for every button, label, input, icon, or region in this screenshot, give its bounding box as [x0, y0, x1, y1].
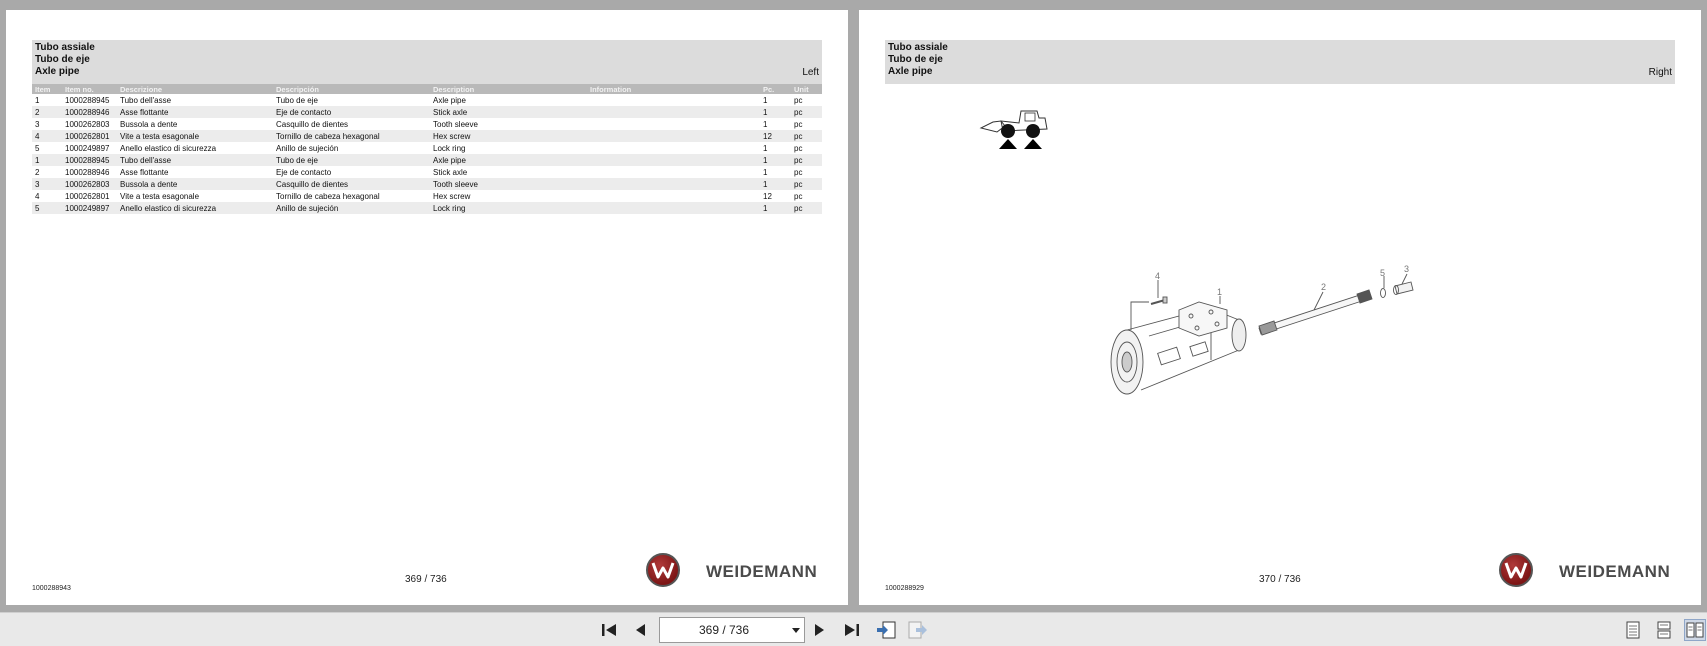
description-italian: Asse flottante: [120, 167, 169, 177]
title-english: Axle pipe: [35, 66, 80, 77]
continuous-view-button[interactable]: [1653, 619, 1675, 641]
description-italian: Anello elastico di sicurezza: [117, 202, 273, 214]
information: [587, 142, 760, 154]
unit: pc: [794, 119, 803, 129]
title-spanish: Tubo de eje: [35, 54, 90, 65]
part-number: 1000262803: [65, 119, 110, 129]
continuous-view-icon: [1656, 621, 1672, 639]
description-italian: Asse flottante: [117, 106, 273, 118]
information: [587, 202, 760, 214]
wheel-loader-icon: [979, 105, 1059, 155]
item-number: 1: [32, 154, 62, 166]
description-italian: Vite a testa esagonale: [120, 191, 200, 201]
column-header: Description: [430, 84, 587, 94]
table-row: [32, 130, 822, 142]
quantity: 1: [760, 178, 791, 190]
description-spanish: Eje de contacto: [273, 106, 430, 118]
single-page-view-button[interactable]: [1622, 619, 1644, 641]
part-number: 1000249897: [65, 143, 110, 153]
two-page-view-button[interactable]: [1684, 619, 1706, 641]
page-370: [859, 10, 1701, 605]
description-spanish: Tornillo de cabeza hexagonal: [273, 130, 430, 142]
next-page-icon: [813, 622, 827, 638]
information: [587, 154, 760, 166]
table-row: [32, 154, 822, 166]
description-spanish: Eje de contacto: [276, 167, 332, 177]
document-id: 1000288943: [32, 585, 71, 592]
information: [587, 166, 760, 178]
description-english: Axle pipe: [433, 95, 466, 105]
parts-header: [885, 40, 1675, 84]
unit: pc: [794, 167, 803, 177]
description-english: Axle pipe: [430, 154, 587, 166]
part-number: 1000249897: [62, 202, 117, 214]
quantity: 1: [763, 143, 768, 153]
quantity: 12: [760, 130, 791, 142]
part-number: 1000288945: [65, 95, 110, 105]
item-number: 2: [35, 167, 40, 177]
part-number: 1000288946: [65, 167, 110, 177]
quantity: 1: [763, 95, 768, 105]
description-italian: Anello elastico di sicurezza: [120, 143, 217, 153]
unit: pc: [794, 143, 803, 153]
column-header: Pc.: [760, 84, 791, 94]
go-back-icon: [875, 620, 897, 640]
callout-2: 2: [1321, 282, 1327, 292]
unit: pc: [791, 106, 822, 118]
description-english: Tooth sleeve: [430, 178, 587, 190]
information: [587, 106, 760, 118]
column-header: Descrizione: [117, 84, 273, 94]
unit: pc: [794, 95, 803, 105]
unit: pc: [791, 130, 822, 142]
parts-table: [32, 84, 822, 214]
column-header: Item: [32, 84, 62, 94]
column-header: Information: [587, 84, 760, 94]
weidemann-logo-icon: [1499, 553, 1533, 587]
page-number: 370 / 736: [1259, 574, 1301, 585]
description-english: Lock ring: [433, 143, 466, 153]
side-label: Right: [1648, 67, 1672, 78]
viewer-toolbar: [0, 612, 1707, 646]
description-spanish: Anillo de sujeción: [276, 143, 339, 153]
item-number: 4: [35, 191, 40, 201]
callout-4: 4: [1155, 271, 1161, 281]
description-spanish: Anillo de sujeción: [273, 202, 430, 214]
description-english: Hex screw: [433, 191, 471, 201]
information: [587, 94, 760, 106]
quantity: 1: [763, 119, 768, 129]
description-english: Lock ring: [430, 202, 587, 214]
part-number: 1000262801: [62, 130, 117, 142]
document-id: 1000288929: [885, 585, 924, 592]
description-spanish: Tornillo de cabeza hexagonal: [276, 191, 380, 201]
part-number: 1000288945: [62, 154, 117, 166]
single-page-view-icon: [1625, 621, 1641, 639]
description-italian: Tubo dell'asse: [120, 95, 172, 105]
table-row: [32, 166, 822, 178]
description-spanish: Casquillo de dientes: [276, 119, 349, 129]
unit: pc: [794, 191, 803, 201]
title-english: Axle pipe: [888, 66, 933, 77]
description-italian: Bussola a dente: [120, 119, 178, 129]
quantity: 1: [763, 167, 768, 177]
column-header: Descripción: [273, 84, 430, 94]
prev-page-icon: [633, 622, 647, 638]
table-row: [32, 94, 822, 106]
part-number: 1000262803: [62, 178, 117, 190]
information: [587, 190, 760, 202]
description-spanish: Tubo de eje: [276, 95, 318, 105]
description-spanish: Casquillo de dientes: [273, 178, 430, 190]
description-italian: Bussola a dente: [117, 178, 273, 190]
page-number: 369 / 736: [405, 574, 447, 585]
description-italian: Tubo dell'asse: [117, 154, 273, 166]
go-forward-button[interactable]: [906, 619, 930, 641]
item-number: 5: [32, 202, 62, 214]
item-number: 4: [32, 130, 62, 142]
information: [587, 130, 760, 142]
page-number-input[interactable]: [660, 618, 788, 642]
column-header: Item no.: [62, 84, 117, 94]
table-header-row: [32, 84, 822, 94]
description-english: Tooth sleeve: [433, 119, 478, 129]
title-italian: Tubo assiale: [35, 42, 95, 53]
brand-footer: [646, 553, 826, 589]
axle-pipe-exploded-drawing: [1099, 264, 1459, 425]
table-row: [32, 142, 822, 154]
title-spanish: Tubo de eje: [888, 54, 943, 65]
chevron-down-icon[interactable]: [792, 628, 800, 633]
description-english: Stick axle: [430, 106, 587, 118]
description-spanish: Tubo de eje: [273, 154, 430, 166]
unit: pc: [791, 154, 822, 166]
item-number: 2: [32, 106, 62, 118]
go-forward-icon: [907, 620, 929, 640]
last-page-button[interactable]: [840, 619, 864, 641]
brand-name: WEIDEMANN: [706, 562, 818, 581]
information: [587, 118, 760, 130]
callout-5: 5: [1380, 268, 1386, 278]
page-selector[interactable]: [659, 617, 805, 643]
callout-1: 1: [1217, 287, 1223, 297]
first-page-button[interactable]: [597, 619, 621, 641]
go-back-button[interactable]: [874, 619, 898, 641]
item-number: 5: [35, 143, 40, 153]
item-number: 1: [35, 95, 40, 105]
last-page-icon: [843, 622, 861, 638]
brand-name: WEIDEMANN: [1559, 562, 1671, 581]
weidemann-logo-icon: [646, 553, 680, 587]
table-row: [32, 202, 822, 214]
part-number: 1000262801: [65, 191, 110, 201]
parts-header: [32, 40, 822, 84]
quantity: 1: [760, 202, 791, 214]
quantity: 1: [760, 154, 791, 166]
description-italian: Vite a testa esagonale: [117, 130, 273, 142]
description-english: Stick axle: [433, 167, 468, 177]
item-number: 3: [32, 178, 62, 190]
quantity: 1: [760, 106, 791, 118]
page-369: [6, 10, 848, 605]
brand-footer: [1499, 553, 1679, 589]
previous-page-button[interactable]: [628, 619, 652, 641]
unit: pc: [791, 202, 822, 214]
column-header: Unit: [791, 84, 822, 94]
item-number: 3: [35, 119, 40, 129]
table-row: [32, 178, 822, 190]
table-row: [32, 118, 822, 130]
side-label: Left: [802, 67, 819, 78]
unit: pc: [791, 178, 822, 190]
information: [587, 178, 760, 190]
table-row: [32, 190, 822, 202]
quantity: 12: [763, 191, 772, 201]
next-page-button[interactable]: [808, 619, 832, 641]
two-page-view-icon: [1686, 621, 1704, 639]
part-number: 1000288946: [62, 106, 117, 118]
title-italian: Tubo assiale: [888, 42, 948, 53]
description-english: Hex screw: [430, 130, 587, 142]
table-row: [32, 106, 822, 118]
first-page-icon: [600, 622, 618, 638]
callout-3: 3: [1404, 264, 1410, 274]
